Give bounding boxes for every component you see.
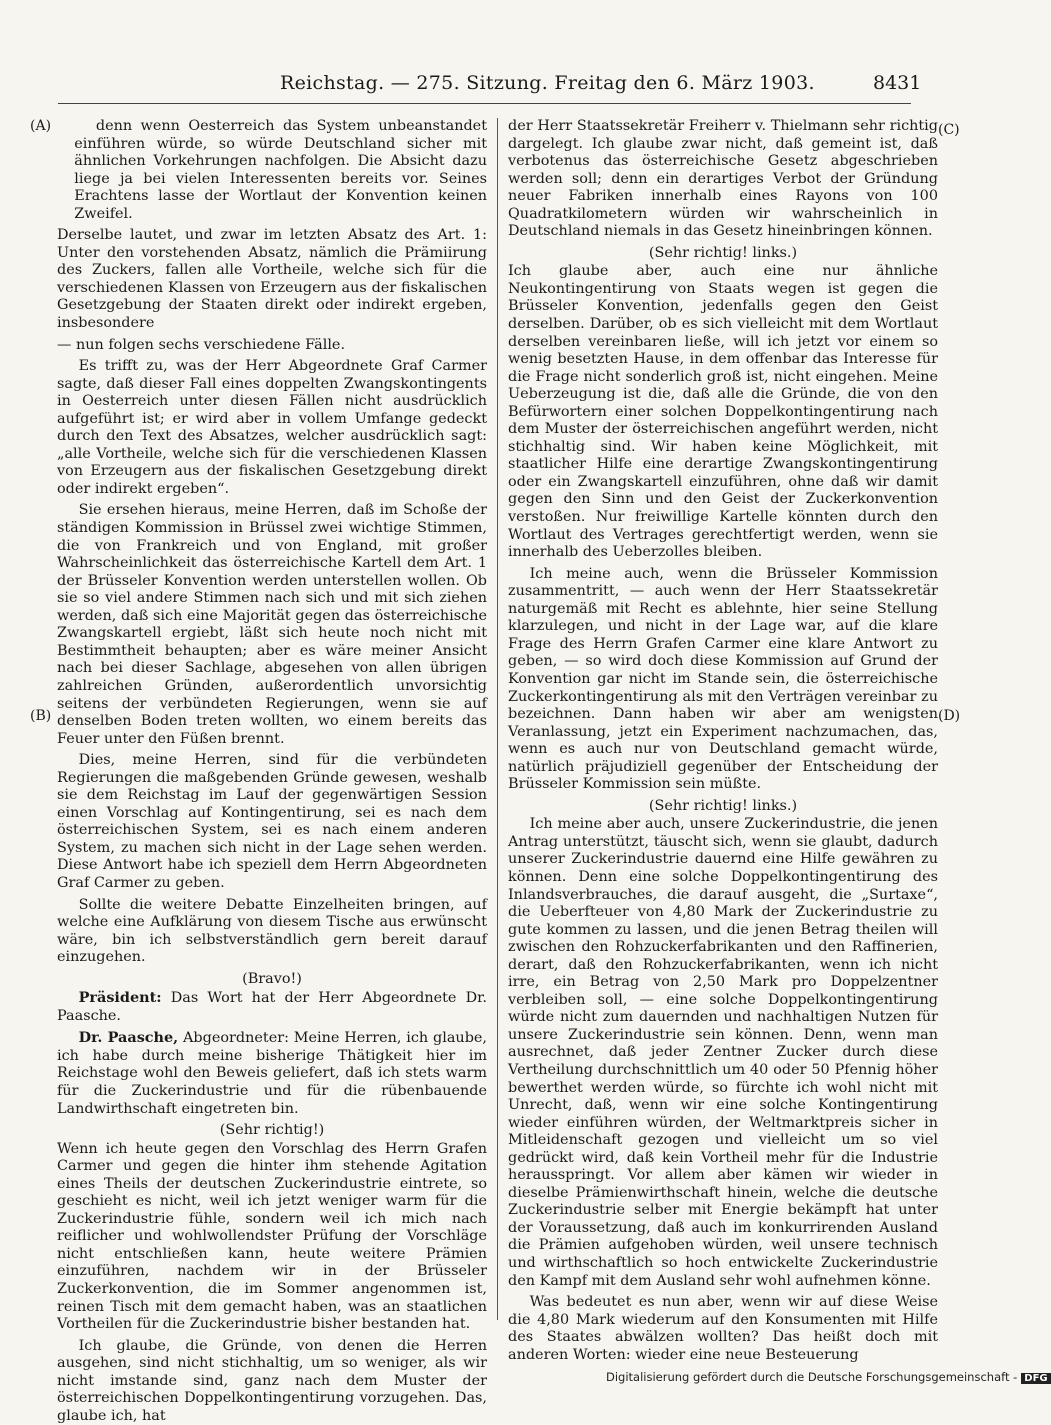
interjection: (Sehr richtig! links.): [648, 797, 798, 814]
speech-text: Abgeordneter: Meine Herren, ich glaube, ich habe durch meine bisherige Thätigkeit hier im Reichstage wohl den Beweis geliefert, daß ich stets warm für die Zuckerindustrie und für die rübenbauende Landwirthschaft eingetreten bin.: [57, 1030, 487, 1117]
paragraph: der Herr Staatssekretär Freiherr v. Thielmann sehr richtig dargelegt. Ich glaube zwar nicht, daß gemeint ist, daß verbotenus das österreichische Gesetz abgeschrieben werden soll; denn ein derartiges Verbot der Gründung neuer Fabriken innerhalb eines Rayons von 100 Quadratkilometern würden wir wahrscheinlich in Deutschland niemals in das Gesetz hineinbringen können.: [508, 118, 938, 240]
paragraph: Derselbe lautet, und zwar im letzten Absatz des Art. 1: Unter den vorstehenden Absatz, nämlich die Prämiirung des Zuckers, fallen alle Vortheile, welche sich für die verschiedenen Klassen von Erzeugern aus der fiskalischen Gesetzgebung der Staaten direkt oder indirekt ergeben, insbesondere: [57, 227, 487, 332]
margin-mark-a: (A): [30, 118, 52, 134]
paragraph: Ich glaube, die Gründe, von denen die Herren ausgehen, sind nicht stichhaltig, um so weniger, als wir nicht imstande sind, ganz nach dem Muster der österreichischen Doppelkontingentirung vorzugehen. Das, glaube ich, hat: [57, 1337, 487, 1424]
paragraph: Wenn ich heute gegen den Vorschlag des Herrn Grafen Carmer und gegen die hinter ihm stehende Agitation eines Theils der deutschen Zuckerindustrie eintrete, so geschieht es nicht, weil ich jetzt weniger warm für die Zuckerindustrie fühle, sondern weil ich mich nach reiflicher und wohlwollendster Prüfung der Vorschläge nicht entschließen kann, heute weitere Prämien einzuführen, nachdem wir in der Brüsseler Zuckerkonvention, die im Sommer angenommen ist, reinen Tisch mit dem gemacht haben, was an staatlichen Vortheilen für die Zuckerindustrie bisher bestanden hat.: [57, 1140, 487, 1333]
paragraph: Ich glaube aber, auch eine nur ähnliche Neukontingentirung von Staats wegen ist gegen die Brüsseler Konvention, jedenfalls gegen den Geist derselben. Darüber, ob es sich vielleicht mit dem Wortlaut derselben vereinbaren ließe, will ich jetzt vor einem so wenig besetzten Hause, in dem offenbar das Interesse für die Frage nicht sonderlich groß ist, nicht eingehen. Meine Ueberzeugung ist die, daß alle die Gründe, die von den Befürwortern einer solchen Doppelkontingentirung nach dem Muster der österreichischen angeführt werden, nicht stichhaltig sind. Wir haben keine Möglichkeit, mit staatlicher Hilfe eine derartige Zwangskontingentirung oder ein Zwangskartell einzuführen, ohne daß wir damit gegen den Sinn und den Geist der Zuckerkonvention verstoßen. Nur freiwillige Kartelle könnten durch den Wortlaut des Vertrages gerechtfertigt werden, wenn sie innerhalb des Ueberzolles bleiben.: [508, 263, 938, 561]
margin-mark-b: (B): [30, 708, 52, 724]
paragraph: Sollte die weitere Debatte Einzelheiten bringen, auf welche eine Aufklärung von diesem Tische aus erwünscht wäre, bin ich selbstverständlich gern bereit darauf einzugehen.: [57, 896, 487, 966]
speech-text: Das Wort hat der Herr Abgeordnete Dr. Paasche.: [57, 990, 487, 1024]
header-rule: [58, 103, 911, 104]
right-column: [508, 118, 938, 1363]
interjection: (Sehr richtig! links.): [648, 244, 798, 261]
paragraph: Es trifft zu, was der Herr Abgeordnete Graf Carmer sagte, daß dieser Fall eines doppelten Zwangskontingents in Oesterreich unter diesen Fällen nicht ausdrücklich aufgeführt ist; er wird aber in vollem Umfange gedeckt durch den Text des Absatzes, welcher ausdrücklich sagt: „alle Vortheile, welche sich für die verschiedenen Klassen von Erzeugern aus der fiskalischen Gesetzgebung direkt oder indirekt ergeben“.: [57, 358, 487, 497]
column-divider: [497, 118, 498, 1320]
page-header: [0, 72, 1000, 98]
left-column: [57, 118, 487, 1424]
digitization-footer: [606, 1370, 1048, 1388]
paragraph: Sie ersehen hieraus, meine Herren, daß im Schoße der ständigen Kommission in Brüssel zwei wichtige Stimmen, die von Frankreich und von England, mit großer Wahrscheinlichkeit das österreichische Kartell dem Art. 1 der Brüsseler Konvention werden unterstellen wollen. Ob sie so viel andere Stimmen nach sich und mit sich ziehen werden, daß sich eine Majorität gegen das österreichische Zwangskartell ergiebt, läßt sich heute noch nicht mit Bestimmtheit behaupten; aber es wäre meiner Ansicht nach bei dieser Sachlage, abgesehen von allen übrigen zahlreichen Gründen, außerordentlich unvorsichtig seitens der verbündeten Regierungen, wenn sie auf denselben Boden treten wollten, wo einem bereits das Feuer unter den Füßen brennt.: [57, 502, 487, 747]
paragraph: — nun folgen sechs verschiedene Fälle.: [57, 336, 346, 353]
margin-mark-c: (C): [938, 122, 960, 138]
paragraph: Ich meine auch, wenn die Brüsseler Kommission zusammentritt, — auch wenn der Herr Staatssekretär naturgemäß mit Recht es ablehnte, hier seine Stellung klarzulegen, und nicht in der Lage war, auf die klare Frage des Herrn Grafen Carmer eine klare Antwort zu geben, — so wird doch diese Kommission auf Grund der Konvention gar nicht im Stande sein, die österreichische Zuckerkontingentirung als mit den Verträgen vereinbar zu bezeichnen. Dann haben wir aber am wenigsten Veranlassung, jetzt ein Experiment nachzumachen, das, wenn es auch nur von Deutschland gemacht würde, natürlich präjudiziell gegenüber der Entscheidung der Brüsseler Kommission sein müßte.: [508, 565, 938, 793]
interjection: (Sehr richtig!): [219, 1122, 325, 1139]
header-title: Reichstag. — 275. Sitzung. Freitag den 6. März 1903.: [280, 72, 815, 94]
page-number: 8431: [873, 72, 922, 94]
dfg-logo: DFG: [1021, 1373, 1050, 1384]
speaker-name: Präsident:: [78, 989, 162, 1007]
paragraph: Was bedeutet es nun aber, wenn wir auf diese Weise die 4,80 Mark wiederum auf den Konsumenten mit Hilfe des Staates abwälzen wollten? Das heißt doch mit anderen Worten: wieder eine neue Besteuerung: [508, 1294, 938, 1363]
footer-text: Digitalisierung gefördert durch die Deutsche Forschungsgemeinschaft -: [606, 1370, 1018, 1384]
margin-mark-d: (D): [938, 708, 961, 724]
paragraph: denn wenn Oesterreich das System unbeanstandet einführen würde, so würde Deutschland sicher mit ähnlichen Vorkehrungen nachfolgen. Die Absicht dazu liege ja bei vielen Interessenten bereits vor. Seines Erachtens lasse der Wortlaut der Konvention keinen Zweifel.: [74, 118, 487, 222]
paragraph: [57, 989, 487, 1025]
paragraph: Dies, meine Herren, sind für die verbündeten Regierungen die maßgebenden Gründe gewesen, weshalb sie dem Reichstag im Lauf der gegenwärtigen Session einen Vorschlag auf Kontingentirung, sei es nach dem österreichischen System, sei es nach einem anderen System, zu machen sich nicht in der Lage sehen werden. Diese Antwort habe ich speziell dem Herrn Abgeordneten Graf Carmer zu geben.: [57, 752, 487, 891]
paragraph: [57, 1029, 487, 1118]
speaker-name: Dr. Paasche,: [78, 1029, 179, 1047]
paragraph: Ich meine aber auch, unsere Zuckerindustrie, die jenen Antrag unterstützt, täuscht sich, wenn sie glaubt, dadurch unserer Zuckerindustrie dauernd eine Hilfe gewähren zu können. Denn eine solche Doppelkontingentirung des Inlandsverbrauches, die darauf ausgeht, die „Surtaxe“, die Ueberfteuer von 4,80 Mark der Zuckerindustrie zu gute kommen zu lassen, und die jenen Betrag theilen will zwischen den Rohzuckerfabrikanten und den Raffinerien, derart, daß den Rohzuckerfabrikanten, wenn ich nicht irre, ein Betrag von 2,50 Mark pro Doppelzentner verbleiben soll, — eine solche Doppelkontingentirung würde nicht zum dauernden und nachhaltigen Nutzen für unsere Zuckerindustrie sein können. Denn, wenn man ausrechnet, daß jeder Zentner Zucker durch diese Vertheilung durchschnittlich um 40 oder 50 Pfennig höher bewerthet werden würde, so fürchte ich wohl nicht mit Unrecht, daß, wenn wir eine solche Kontingentirung wieder einführen würden, der Weltmarktpreis sicher in Mitleidenschaft gezogen und vielleicht um so viel gedrückt wird, daß kein Vortheil mehr für die Industrie herausspringt. Vor allem aber kämen wir wieder in dieselbe Prämienwirthschaft hinein, welche die deutsche Zuckerindustrie selber mit Energie bekämpft hat unter der Voraussetzung, daß auch im konkurrirenden Ausland die Prämien aufgehoben würden, weil unsere technisch und wirthschaftlich so hoch entwickelte Zuckerindustrie den Kampf mit dem Ausland sehr wohl aufnehmen könne.: [508, 816, 938, 1289]
interjection: (Bravo!): [242, 970, 302, 987]
